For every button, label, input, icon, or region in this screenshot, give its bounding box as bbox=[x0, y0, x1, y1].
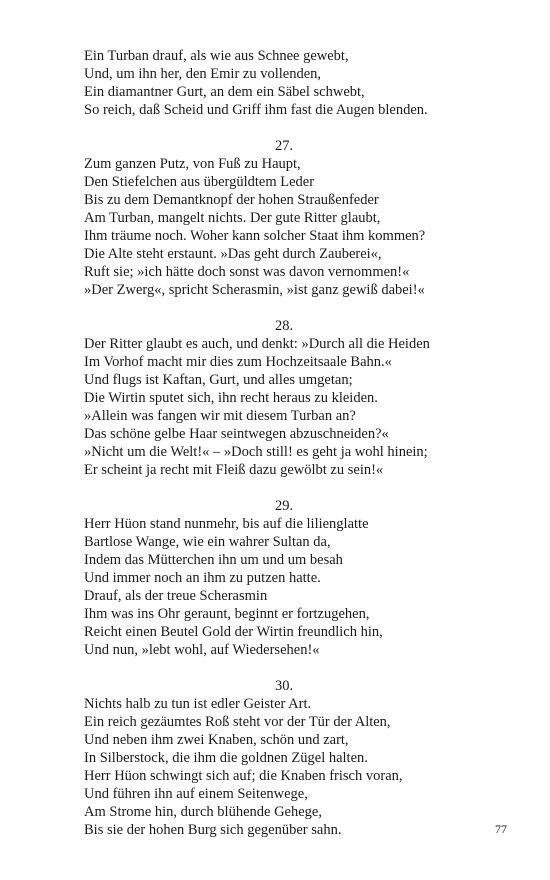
verse-line: Bis sie der hohen Burg sich gegenüber sahn. bbox=[84, 822, 342, 838]
verse-line: Zum ganzen Putz, von Fuß zu Haupt, bbox=[84, 156, 301, 172]
verse-line: Und führen ihn auf einem Seitenwege, bbox=[84, 786, 308, 802]
verse-line: Im Vorhof macht mir dies zum Hochzeitsaale Bahn.« bbox=[84, 354, 392, 370]
verse-line: Die Wirtin sputet sich, ihn recht heraus zu kleiden. bbox=[84, 390, 378, 406]
verse-line: Und neben ihm zwei Knaben, schön und zart, bbox=[84, 732, 349, 748]
verse-line: Der Ritter glaubt es auch, und denkt: »Durch all die Heiden bbox=[84, 336, 430, 352]
verse-line: »Allein was fangen wir mit diesem Turban an? bbox=[84, 408, 356, 424]
verse-line: Drauf, als der treue Scherasmin bbox=[84, 588, 268, 604]
verse-line: In Silberstock, die ihm die goldnen Zügel halten. bbox=[84, 750, 368, 766]
verse-line: Ruft sie; »ich hätte doch sonst was davon vernommen!« bbox=[84, 264, 410, 280]
verse-line: Und immer noch an ihm zu putzen hatte. bbox=[84, 570, 321, 586]
verse-line: Ein reich gezäumtes Roß steht vor der Tür der Alten, bbox=[84, 714, 391, 730]
verse-line: Reicht einen Beutel Gold der Wirtin freundlich hin, bbox=[84, 624, 383, 640]
stanza-30 bbox=[84, 677, 484, 839]
verse-line: Und flugs ist Kaftan, Gurt, und alles umgetan; bbox=[84, 372, 353, 388]
stanza-27 bbox=[84, 137, 484, 299]
verse-line: »Nicht um die Welt!« – »Doch still! es geht ja wohl hinein; bbox=[84, 444, 428, 460]
stanza-28 bbox=[84, 317, 484, 479]
stanza-number: 28. bbox=[274, 318, 294, 334]
verse-line: Herr Hüon stand nunmehr, bis auf die lilienglatte bbox=[84, 516, 369, 532]
stanza-number: 30. bbox=[274, 678, 294, 694]
verse-line: Indem das Mütterchen ihn um und um besah bbox=[84, 552, 343, 568]
verse-line: Am Strome hin, durch blühende Gehege, bbox=[84, 804, 322, 820]
stanza-number: 29. bbox=[274, 498, 294, 514]
verse-line: Den Stiefelchen aus übergüldtem Leder bbox=[84, 174, 315, 190]
verse-line: Ein Turban drauf, als wie aus Schnee gewebt, bbox=[84, 48, 349, 64]
verse-line: So reich, daß Scheid und Griff ihm fast die Augen blenden. bbox=[84, 102, 428, 118]
verse-line: Ihm träume noch. Woher kann solcher Staat ihm kommen? bbox=[84, 228, 426, 244]
verse-line: Ihm was ins Ohr geraunt, beginnt er fortzugehen, bbox=[84, 606, 370, 622]
stanza-29 bbox=[84, 497, 484, 659]
verse-line: Er scheint ja recht mit Fleiß dazu gewölbt zu sein!« bbox=[84, 462, 384, 478]
verse-line: Bartlose Wange, wie ein wahrer Sultan da, bbox=[84, 534, 331, 550]
page-body bbox=[84, 47, 484, 857]
verse-line: Die Alte steht erstaunt. »Das geht durch Zauberei«, bbox=[84, 246, 382, 262]
verse-line: »Der Zwerg«, spricht Scherasmin, »ist ganz gewiß dabei!« bbox=[84, 282, 425, 298]
verse-line: Am Turban, mangelt nichts. Der gute Ritter glaubt, bbox=[84, 210, 381, 226]
verse-line: Und nun, »lebt wohl, auf Wiedersehen!« bbox=[84, 642, 320, 658]
verse-line: Herr Hüon schwingt sich auf; die Knaben frisch voran, bbox=[84, 768, 403, 784]
stanza-continuation bbox=[84, 47, 484, 119]
verse-line: Ein diamantner Gurt, an dem ein Säbel schwebt, bbox=[84, 84, 365, 100]
page-number: 77 bbox=[495, 822, 507, 836]
verse-line: Und, um ihn her, den Emir zu vollenden, bbox=[84, 66, 322, 82]
verse-line: Bis zu dem Demantknopf der hohen Straußenfeder bbox=[84, 192, 379, 208]
verse-line: Nichts halb zu tun ist edler Geister Art. bbox=[84, 696, 312, 712]
stanza-number: 27. bbox=[274, 138, 294, 154]
verse-line: Das schöne gelbe Haar seintwegen abzuschneiden?« bbox=[84, 426, 389, 442]
